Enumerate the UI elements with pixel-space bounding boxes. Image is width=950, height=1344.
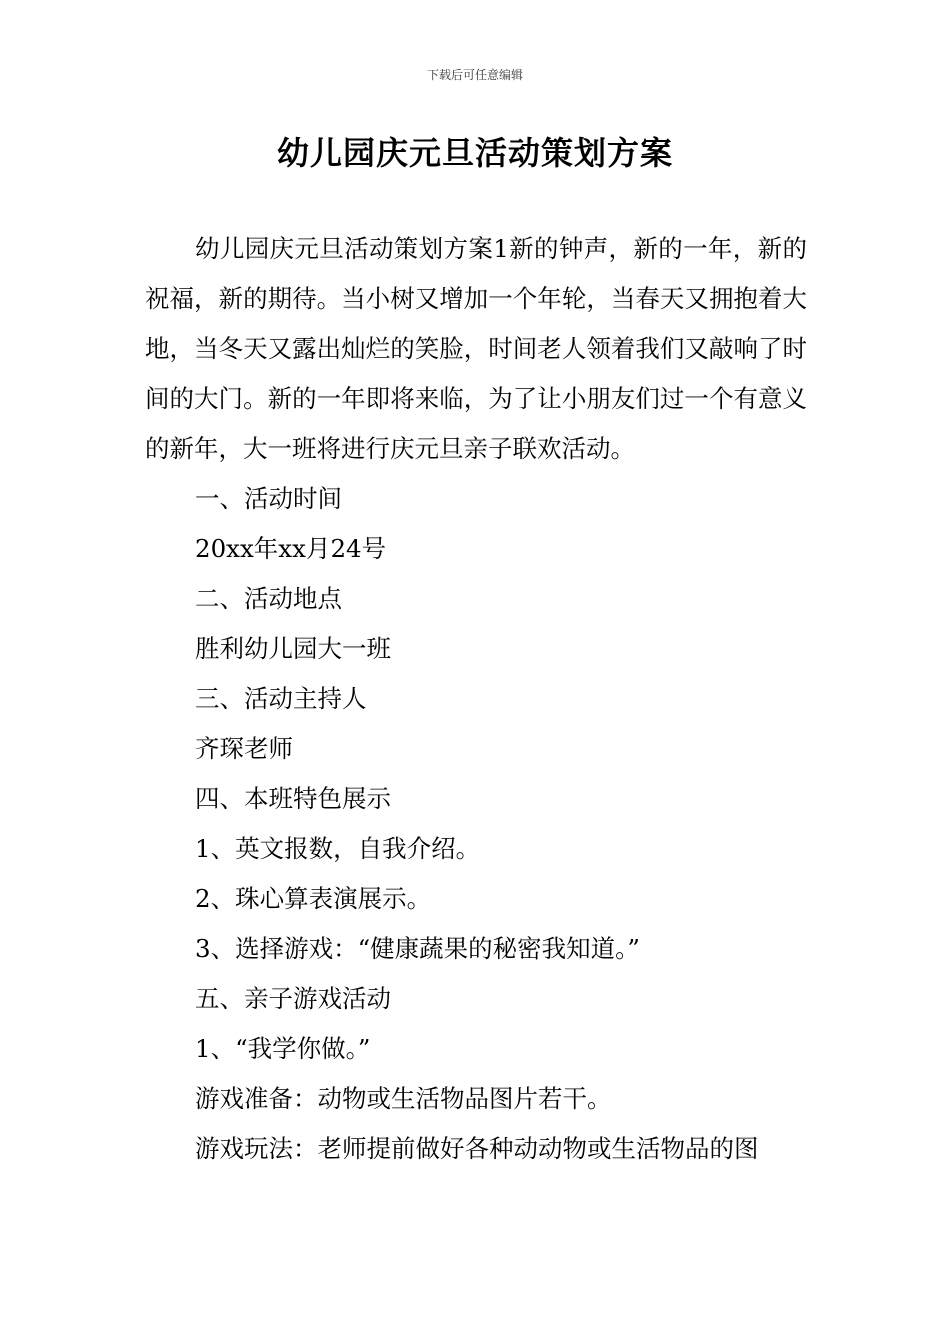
game-preparation: 游戏准备：动物或生活物品图片若干。	[195, 1084, 612, 1113]
game-rules: 游戏玩法：老师提前做好各种动动物或生活物品的图	[195, 1134, 759, 1163]
showcase-item: 1、英文报数，自我介绍。	[195, 834, 481, 863]
section-heading-games: 五、亲子游戏活动	[195, 984, 391, 1013]
intro-paragraph: 幼儿园庆元旦活动策划方案1新的钟声，新的一年，新的祝福，新的期待。当小树又增加一个年轮，当春天又拥抱着大地，当冬天又露出灿烂的笑脸，时间老人领着我们又敲响了时间的大门。新的一年即将来临，为了让小朋友们过一个有意义的新年，大一班将进行庆元旦亲子联欢活动。	[145, 234, 807, 463]
document-body	[145, 224, 807, 1174]
section-heading-time: 一、活动时间	[195, 484, 342, 513]
showcase-item: 2、珠心算表演展示。	[195, 884, 432, 913]
activity-host: 齐琛老师	[195, 734, 293, 763]
header-note: 下载后可任意编辑	[426, 68, 523, 82]
section-heading-location: 二、活动地点	[195, 584, 342, 613]
section-heading-showcase: 四、本班特色展示	[195, 784, 391, 813]
game-item: 1、“我学你做。”	[195, 1034, 371, 1063]
section-heading-host: 三、活动主持人	[195, 684, 367, 713]
showcase-item: 3、选择游戏：“健康蔬果的秘密我知道。”	[195, 934, 640, 963]
activity-date: 20xx年xx月24号	[195, 534, 387, 563]
document-title: 幼儿园庆元旦活动策划方案	[276, 134, 673, 172]
activity-location: 胜利幼儿园大一班	[195, 634, 391, 663]
